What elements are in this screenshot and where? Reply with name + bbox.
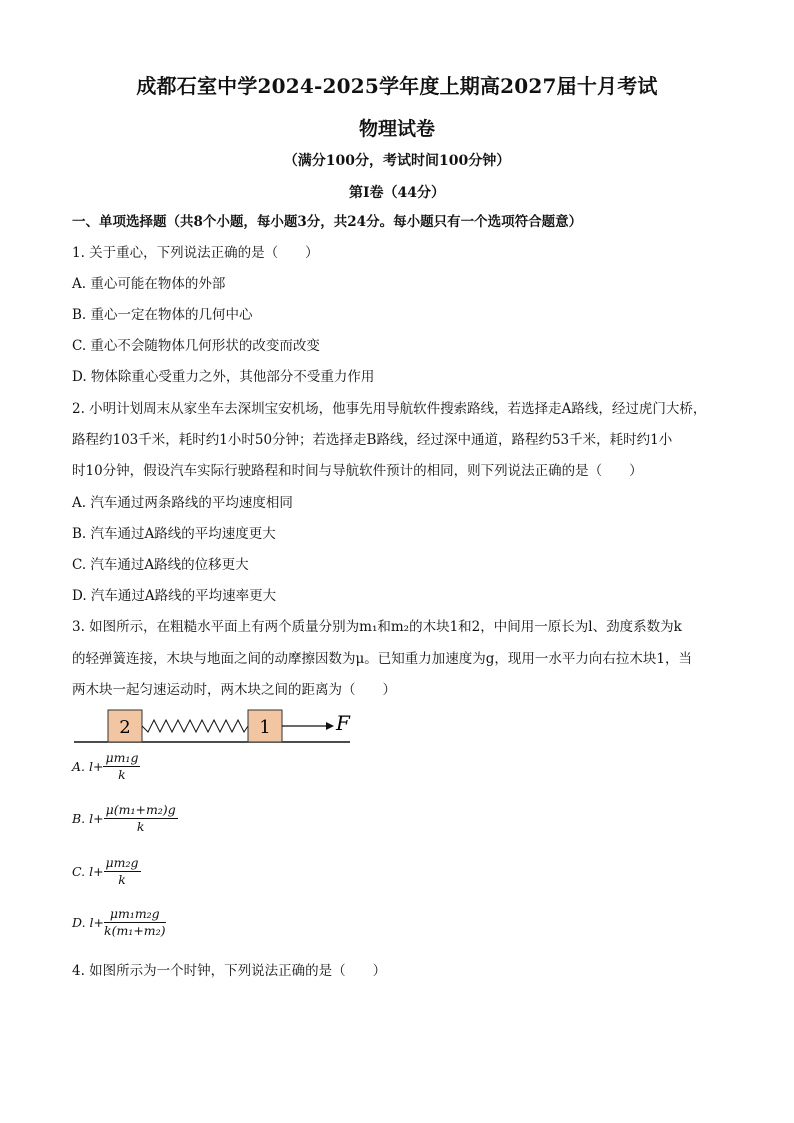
- q3-option-b: [72, 802, 178, 835]
- q3-option-c-fraction: [104, 855, 141, 888]
- q3-option-b-denominator: k: [136, 819, 145, 834]
- q3-option-a: [72, 750, 140, 783]
- q2-option-b: B. 汽车通过A路线的平均速度更大: [72, 526, 276, 542]
- q1-option-b: B. 重心一定在物体的几何中心: [72, 307, 253, 323]
- q3-option-b-numerator: μ(m₁+m₂)g: [105, 802, 176, 817]
- q3-option-d: [72, 906, 166, 939]
- q2-stem-line2: 路程约103千米，耗时约1小时50分钟；若选择走B路线，经过深中通道，路程约53千米，耗时约1小: [72, 432, 673, 448]
- q2-stem-line1: 2. 小明计划周末从家坐车去深圳宝安机场，他事先用导航软件搜索路线，若选择走A路线，经过虎门大桥，: [72, 401, 707, 417]
- q1-option-c: C. 重心不会随物体几何形状的改变而改变: [72, 338, 320, 354]
- part-heading: 第Ⅰ卷（44分）: [348, 185, 446, 201]
- q3-option-b-prefix: B. l+: [72, 811, 104, 826]
- q3-option-d-denominator: k(m₁+m₂): [104, 923, 166, 938]
- q3-option-a-numerator: μm₁g: [105, 750, 139, 765]
- q2-stem-line3: 时10分钟，假设汽车实际行驶路程和时间与导航软件预计的相同，则下列说法正确的是（ ）: [72, 463, 643, 479]
- exam-title: 成都石室中学2024-2025学年度上期高2027届十月考试: [136, 74, 658, 98]
- spring: [142, 720, 248, 732]
- section-heading: 一、单项选择题（共8个小题，每小题3分，共24分。每小题只有一个选项符合题意）: [72, 214, 583, 230]
- q3-option-c-denominator: k: [118, 872, 126, 887]
- q2-option-a: A. 汽车通过两条路线的平均速度相同: [72, 495, 293, 511]
- q3-stem-line2: 的轻弹簧连接，木块与地面之间的动摩擦因数为μ。已知重力加速度为g，现用一水平力向右拉木块1，当: [72, 651, 693, 667]
- q2-option-d: D. 汽车通过A路线的平均速率更大: [72, 588, 277, 604]
- q3-option-a-fraction: [103, 750, 140, 783]
- q2-option-c: C. 汽车通过A路线的位移更大: [72, 557, 249, 573]
- q4-stem: 4. 如图所示为一个时钟，下列说法正确的是（ ）: [72, 963, 387, 979]
- force-arrow-head: [326, 722, 334, 730]
- q3-option-c: [72, 855, 141, 888]
- q1-option-a: A. 重心可能在物体的外部: [72, 276, 226, 292]
- q3-stem-line1: 3. 如图所示，在粗糙水平面上有两个质量分别为m₁和m₂的木块1和2，中间用一原长为l、劲度系数为k: [72, 619, 682, 635]
- q1-option-d: D. 物体除重心受重力之外，其他部分不受重力作用: [72, 369, 375, 385]
- block-1-label: 1: [259, 717, 271, 738]
- q3-option-a-denominator: k: [118, 767, 126, 782]
- q3-stem-line3: 两木块一起匀速运动时，两木块之间的距离为（ ）: [72, 682, 396, 698]
- q3-option-c-prefix: C. l+: [72, 864, 104, 879]
- exam-note: （满分100分，考试时间100分钟）: [283, 153, 511, 169]
- q3-option-d-prefix: D. l+: [72, 915, 104, 930]
- q3-option-d-numerator: μm₁m₂g: [104, 906, 166, 923]
- q3-option-c-numerator: μm₂g: [105, 855, 139, 870]
- subject-title: 物理试卷: [358, 118, 435, 140]
- block-2-label: 2: [119, 717, 131, 738]
- force-label: F: [336, 711, 350, 735]
- q1-stem: 1. 关于重心，下列说法正确的是（ ）: [72, 245, 319, 261]
- spring-blocks-diagram: [72, 702, 362, 748]
- q3-option-d-fraction: [104, 906, 166, 939]
- q3-option-a-prefix: A. l+: [72, 759, 104, 774]
- q3-option-b-fraction: [104, 802, 178, 835]
